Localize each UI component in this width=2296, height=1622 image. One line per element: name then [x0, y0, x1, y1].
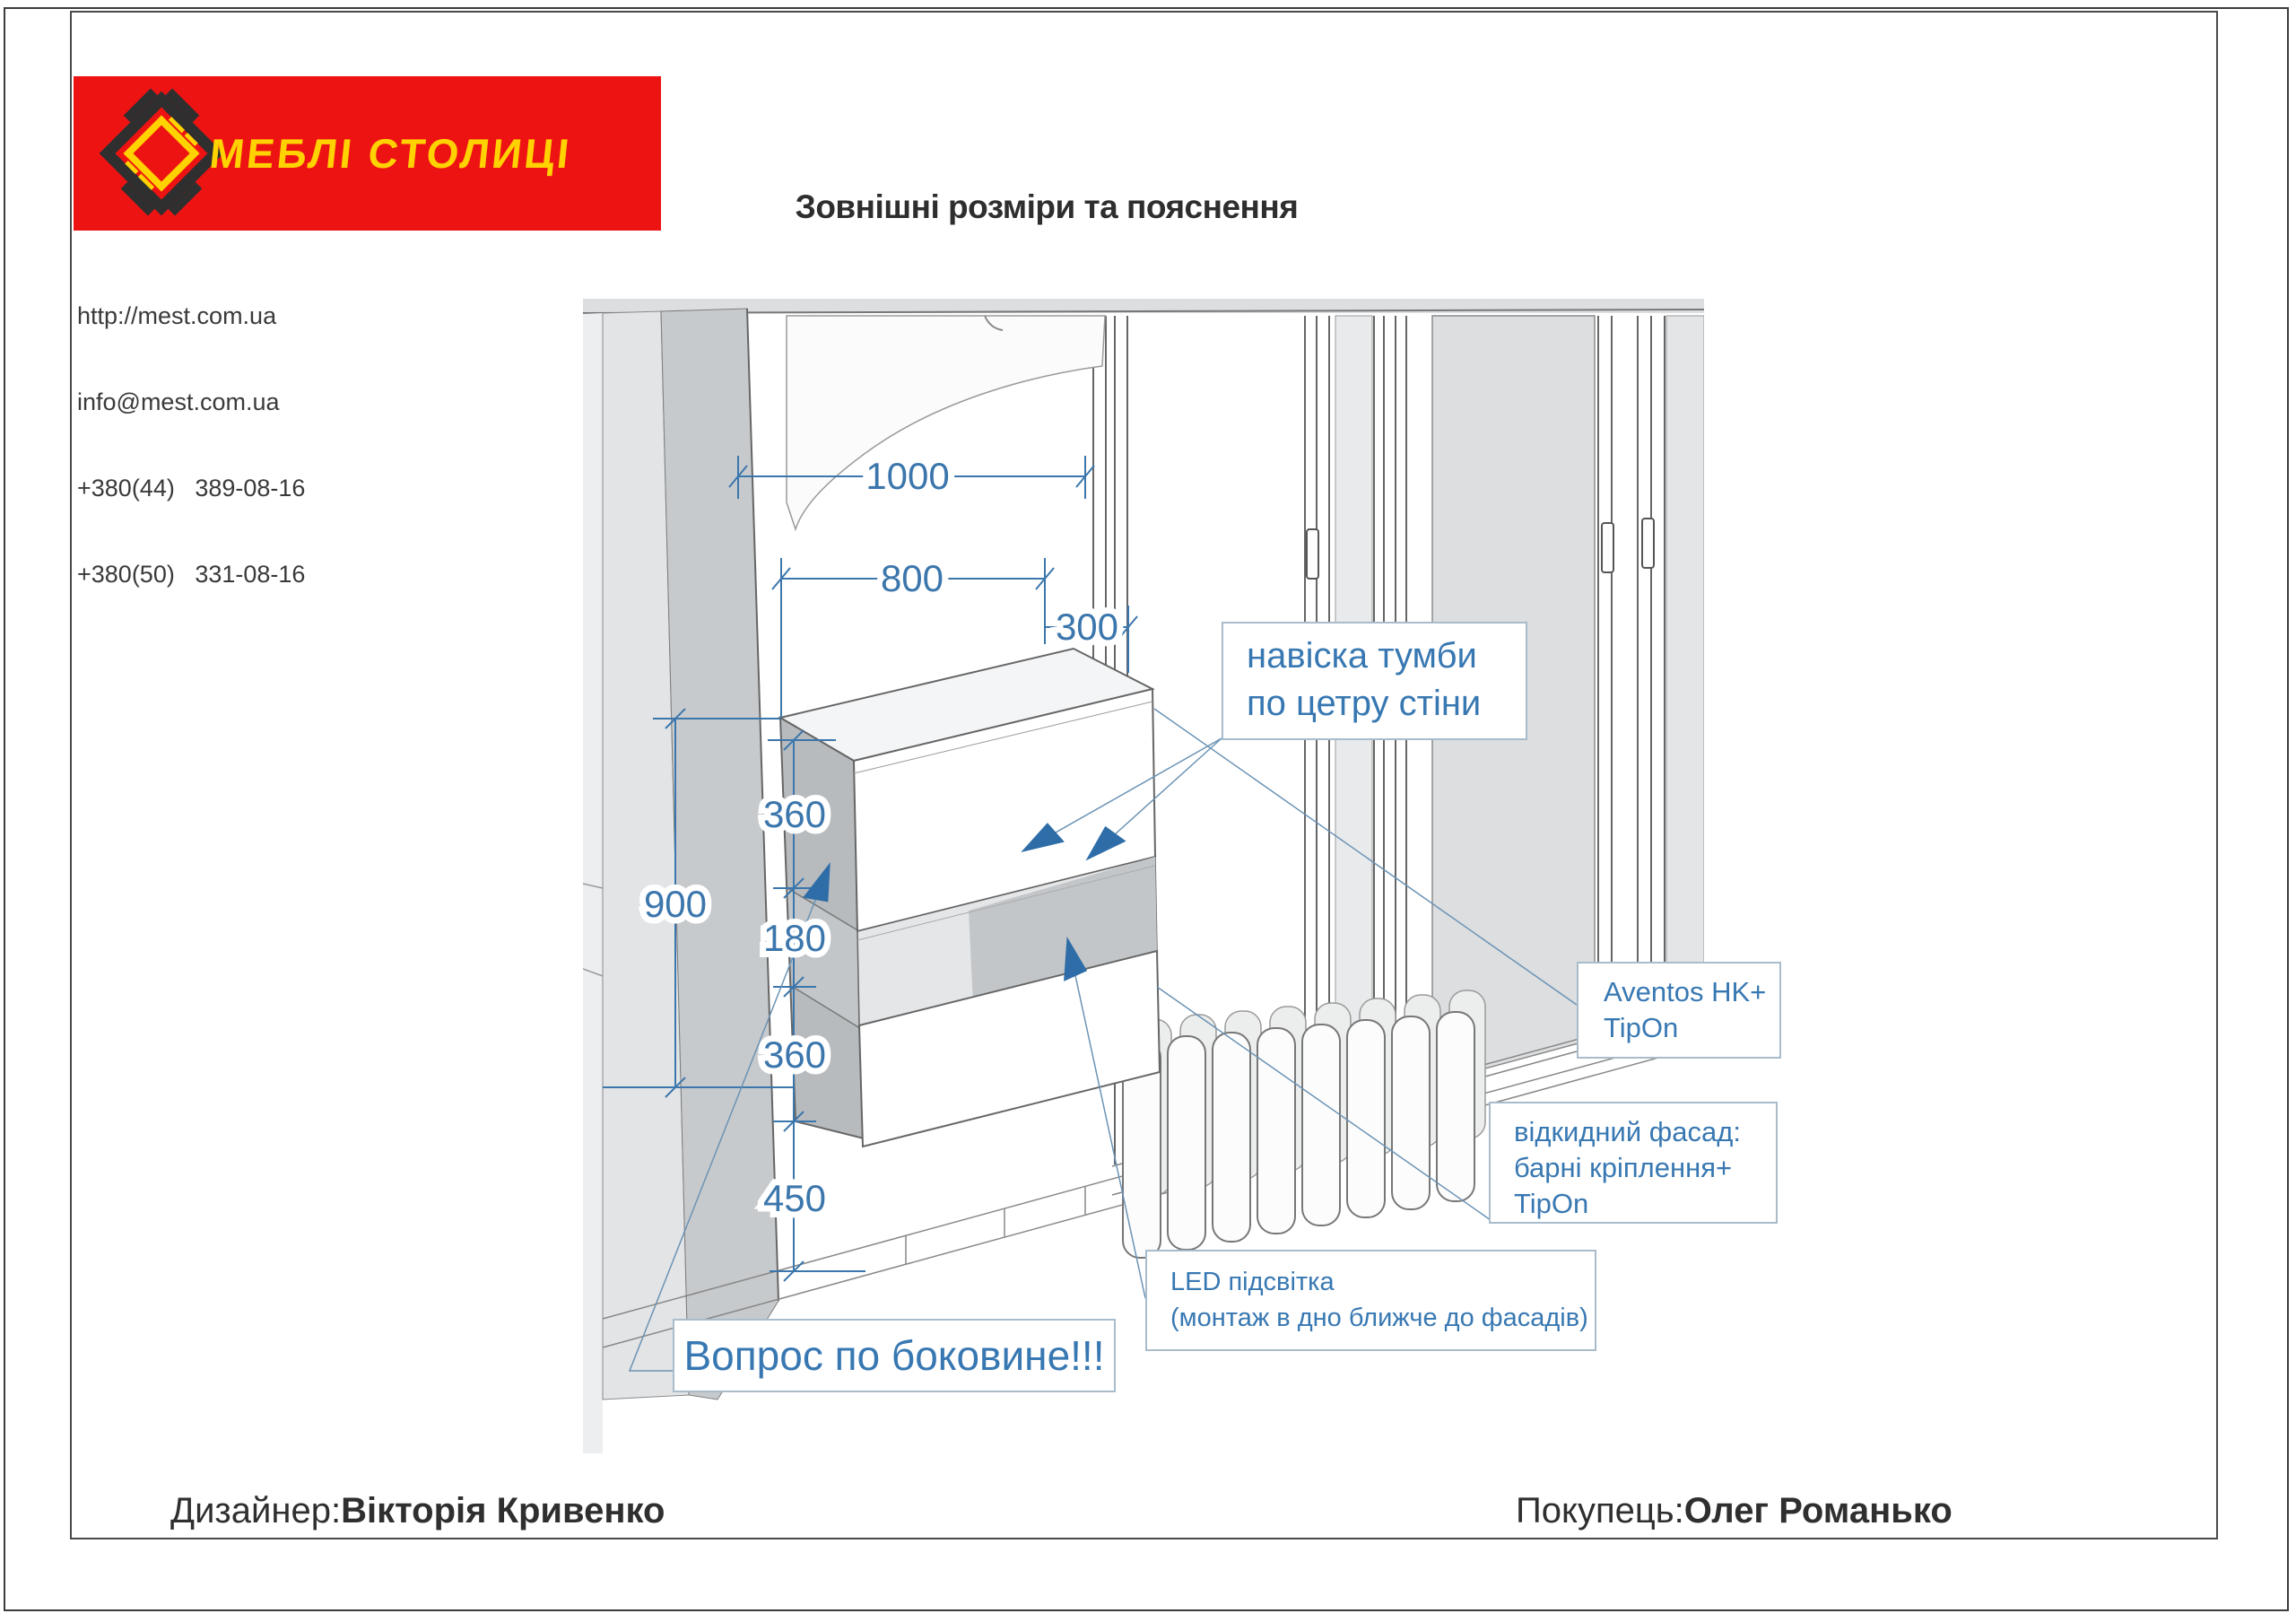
designer-name: Вікторія Кривенко	[341, 1491, 665, 1530]
dim-300: 300	[1055, 606, 1119, 648]
footer-designer	[170, 1491, 665, 1531]
callout-hanging-cabinet	[1222, 622, 1527, 740]
callout-line: LED підсвітка	[1170, 1268, 1335, 1296]
dim-360-top: 360	[762, 793, 827, 835]
callout-line: навіска тумби	[1247, 636, 1477, 676]
radiator	[1123, 990, 1485, 1258]
callout-flap-facade	[1489, 1102, 1778, 1224]
callout-aventos	[1577, 962, 1781, 1059]
curtain-valance	[787, 316, 1105, 529]
dim-1000: 1000	[865, 455, 950, 497]
brand-banner	[74, 76, 661, 231]
contact-phone-1: +380(44) 389-08-16	[77, 475, 306, 501]
callout-line: по цетру стіни	[1247, 684, 1482, 723]
footer-customer	[1516, 1491, 1952, 1531]
callout-side-panel-question	[673, 1319, 1116, 1392]
contact-email: info@mest.com.ua	[77, 388, 280, 415]
designer-label: Дизайнер:	[170, 1491, 342, 1530]
contact-block	[77, 244, 305, 646]
contact-phone-2: +380(50) 331-08-16	[77, 561, 306, 588]
callout-line: TipOn	[1604, 1012, 1679, 1043]
company-logo-text: МЕБЛІ СТОЛИЦІ	[207, 130, 574, 177]
customer-label: Покупець:	[1516, 1491, 1684, 1530]
callout-line: (монтаж в дно ближче до фасадів)	[1170, 1304, 1588, 1332]
dim-360-bottom: 360	[762, 1033, 827, 1076]
ceiling-line	[583, 299, 1704, 313]
callout-line: TipOn	[1514, 1188, 1589, 1219]
callout-line: барні кріплення+	[1514, 1152, 1733, 1183]
customer-name: Олег Романько	[1683, 1491, 1952, 1530]
callout-line: відкидний фасад:	[1514, 1116, 1741, 1147]
callout-led-lighting	[1145, 1250, 1596, 1351]
dim-900: 900	[643, 883, 708, 925]
wall-column	[583, 309, 778, 1453]
contact-website: http://mest.com.ua	[77, 302, 277, 329]
page-title: Зовнішні розміри та пояснення	[795, 188, 1299, 225]
dim-450: 450	[762, 1177, 827, 1219]
dim-180: 180	[762, 917, 827, 959]
dim-800: 800	[880, 557, 944, 599]
callout-line: Aventos HK+	[1604, 976, 1767, 1007]
callout-line: Вопрос по боковине!!!	[683, 1332, 1105, 1379]
hanging-cabinet	[780, 649, 1160, 1147]
